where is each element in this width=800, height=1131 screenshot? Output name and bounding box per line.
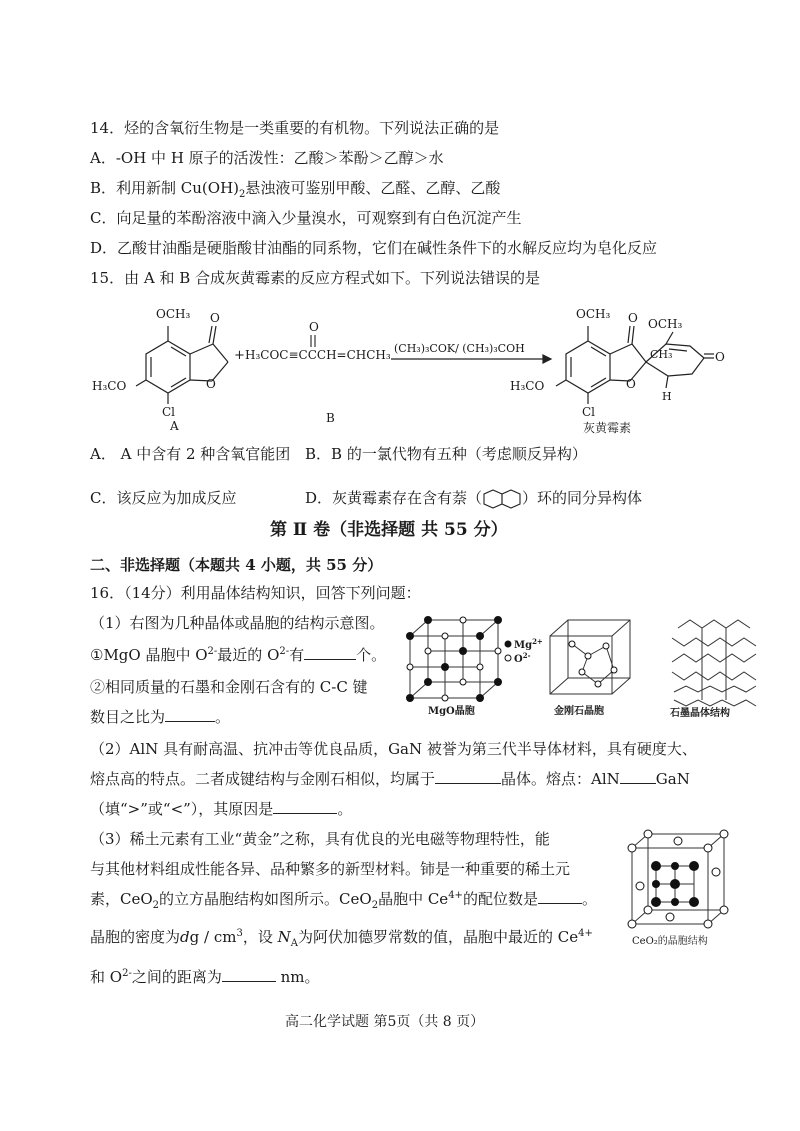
blank-2 [165,706,215,722]
blank-6 [538,888,582,904]
q16-p1-q2b: 数目之比为 。 [90,708,231,726]
q14-option-c: C．向足量的苯酚溶液中滴入少量溴水，可观察到有白色沉淀产生 [90,209,522,227]
product-structure [556,326,714,404]
b-carbonyl-o: O [309,320,319,334]
compound-a-structure [136,326,228,404]
q16-p2-a: （2）AlN 具有耐高温、抗冲击等优良品质，GaN 被誉为第三代半导体材料，具有硬度大、 [90,740,697,758]
plus-sign: + [234,348,245,363]
section-heading: 二、非选择题（本题共 4 小题，共 55 分） [90,556,383,574]
q15-option-d: D．灰黄霉素存在含有萘（ ）环的同分异构体 [305,487,642,510]
q16-p1-intro: （1）右图为几种晶体或晶胞的结构示意图。 [90,614,385,632]
q16-p1-q2a: ②相同质量的石墨和金刚石含有的 C-C 键 [90,678,368,696]
blank-5 [273,798,337,814]
label-product: 灰黄霉素 [583,421,632,435]
q16-p2-c: （填“>”或“<”），其原因是 。 [90,800,353,818]
q16-p3-e: 和 $O^{2-}$之间的距离为 nm。 [90,968,320,986]
p-ome-right: OCH₃ [648,317,683,331]
crystal-figures [402,606,764,722]
a-ome: OCH₃ [156,307,191,321]
mg-legend-dot [505,641,512,648]
p-meo: H₃CO [510,379,545,393]
label-b: B [326,411,335,425]
p-ketone-o: O [715,350,725,364]
p-cl: Cl [582,405,596,419]
o-legend-dot [505,655,511,661]
o-legend: $O^{2-}$ [514,651,531,665]
q14-option-b: B．利用新制 $Cu(OH)_2$悬浊液可鉴别甲酸、乙醛、乙醇、乙酸 [90,179,501,200]
mg-legend: $Mg^{2+}$ [514,637,543,651]
page-footer: 高二化学试题 第5页（共 8 页） [285,1014,485,1030]
p-h: H [662,390,672,403]
reaction-scheme [88,296,748,436]
a-cl: Cl [162,405,176,419]
q15-option-c: C．该反应为加成反应 [90,489,237,507]
q16-p3-b: 与其他材料组成性能各异、品种繁多的新型材料。铈是一种重要的稀土元 [90,860,571,878]
part2-title: 第 Ⅱ 卷（非选择题 共 55 分） [270,520,508,540]
diamond-label: 金刚石晶胞 [554,706,604,717]
a-ring-o: O [206,377,216,391]
graphite-layers [672,620,756,706]
blank-7 [222,966,276,982]
p-ch3: CH₃ [650,348,673,361]
p-carbonyl-o: O [628,311,638,325]
blank-4 [620,768,656,784]
graphite-label: 石墨晶体结构 [670,708,730,719]
q16-stem: 16．（14分）利用晶体结构知识，回答下列问题： [90,584,421,602]
q15-option-a: A． A 中含有 2 种含氧官能团 [90,445,291,463]
q15-stem: 15．由 A 和 B 合成灰黄霉素的反应方程式如下。下列说法错误的是 [90,269,541,287]
mgo-cell [410,620,498,698]
reaction-conditions: (CH₃)₃COK/ (CH₃)₃COH [394,342,525,355]
mgo-label: MgO晶胞 [428,706,475,717]
p-ring-o: O [626,377,636,391]
q16-p3-d: 晶胞的密度为dg / $cm^3$，设 $N_A$为阿伏加德罗常数的值，晶胞中最近的 $Ce^{4+}$ [90,928,593,949]
b-formula: H₃COC≡CCCH=CHCH₃ [245,348,391,362]
q14-option-a: A．-OH 中 H 原子的活泼性：乙酸＞苯酚＞乙醇＞水 [90,149,444,167]
naphthalene-icon [482,488,522,510]
ceo2-figure [622,826,734,950]
q16-p3-a: （3）稀土元素有工业“黄金”之称，具有优良的光电磁等物理特性，能 [90,830,550,848]
label-a: A [170,419,179,433]
q16-p1-q1: ①MgO 晶胞中 $O^{2-}$最近的 $O^{2-}$有 个。 [90,646,387,664]
p-ome: OCH₃ [576,307,611,321]
q15-option-b: B．B 的一氯代物有五种（考虑顺反异构） [305,445,587,463]
a-meo: H₃CO [92,379,127,393]
q16-p2-b: 熔点高的特点。二者成键结构与金刚石相似，均属于 晶体。熔点：AlN GaN [90,770,690,788]
q14-stem: 14．烃的含氧衍生物是一类重要的有机物。下列说法正确的是 [90,119,500,137]
blank-1 [304,644,356,660]
ceo2-ce-atoms [628,830,728,928]
a-carbonyl-o: O [210,311,220,325]
q14-option-d: D．乙酸甘油酯是硬脂酸甘油酯的同系物，它们在碱性条件下的水解反应均为皂化反应 [90,239,658,257]
reaction-arrow [391,355,551,363]
blank-3 [435,768,501,784]
ceo2-label: CeO₂的晶胞结构 [632,936,708,947]
q16-p3-c: 素，CeO$_2$的立方晶胞结构如图所示。CeO$_2$晶胞中 $Ce^{4+}$的配位数是 。 [90,890,597,911]
